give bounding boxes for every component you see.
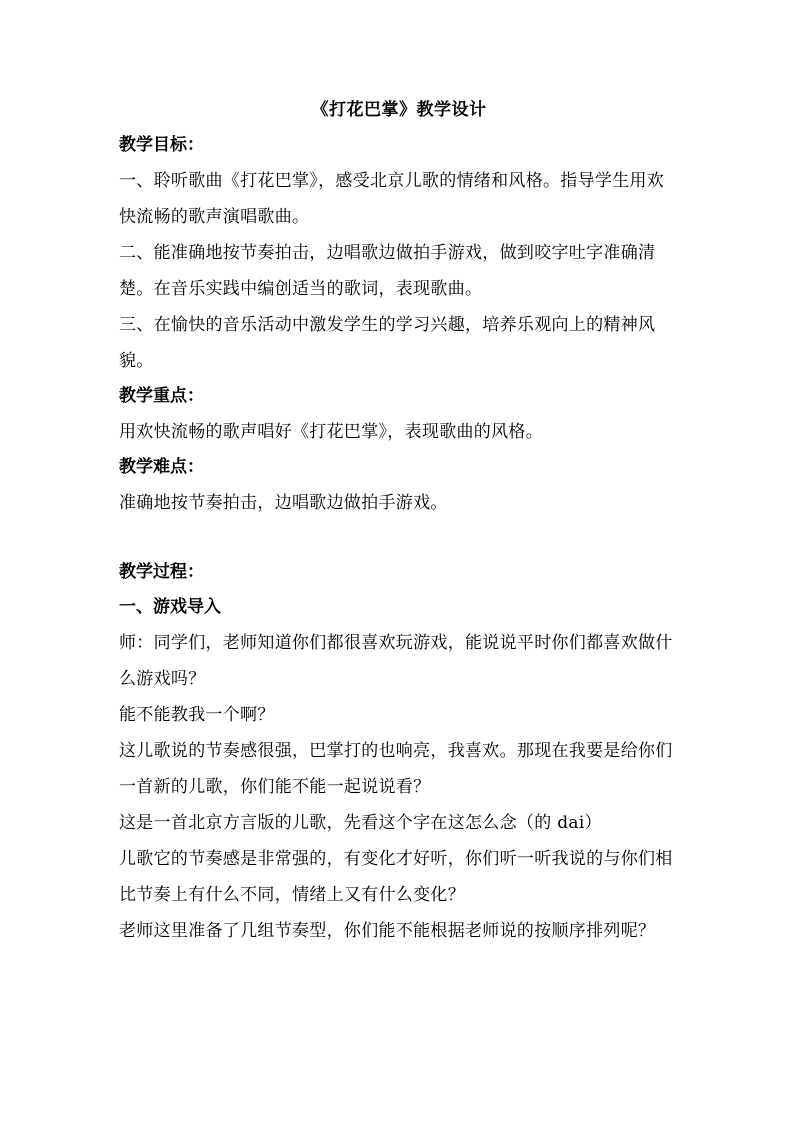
difficulties-heading: 教学难点： [119, 457, 204, 477]
document-body [119, 94, 679, 949]
process-paragraph: 师：同学们，老师知道你们都很喜欢玩游戏，能说说平时你们都喜欢做什么游戏吗？ [119, 633, 673, 689]
objective-item: 一、聆听歌曲《打花巴掌》，感受北京儿歌的情绪和风格。指导学生用欢快流畅的歌声演唱歌曲。 [119, 171, 665, 227]
key-points-text: 用欢快流畅的歌声唱好《打花巴掌》，表现歌曲的风格。 [119, 422, 543, 442]
process-heading: 教学过程： [119, 562, 204, 582]
objectives-heading: 教学目标： [119, 135, 204, 155]
process-paragraph: 这儿歌说的节奏感很强，巴掌打的也响亮，我喜欢。那现在我要是给你们一首新的儿歌，你们能不能一起说说看？ [119, 741, 673, 797]
difficulties-text: 准确地按节奏拍击，边唱歌边做拍手游戏。 [119, 493, 448, 513]
document-title: 《打花巴掌》教学设计 [311, 100, 487, 120]
objective-item: 二、能准确地按节奏拍击，边唱歌边做拍手游戏，做到咬字吐字准确清楚。在音乐实践中编创适当的歌词，表现歌曲。 [119, 243, 656, 299]
objective-item: 三、在愉快的音乐活动中激发学生的学习兴趣，培养乐观向上的精神风貌。 [119, 315, 656, 371]
section-heading: 一、游戏导入 [119, 597, 221, 617]
process-paragraph: 能不能教我一个啊？ [119, 705, 275, 725]
process-paragraph: 这是一首北京方言版的儿歌，先看这个字在这怎么念（的 dai） [119, 813, 602, 833]
key-points-heading: 教学重点： [119, 386, 204, 406]
blank-line [119, 521, 679, 555]
process-paragraph: 老师这里准备了几组节奏型，你们能不能根据老师说的按顺序排列呢？ [119, 921, 656, 941]
process-paragraph: 儿歌它的节奏感是非常强的，有变化才好听，你们听一听我说的与你们相比节奏上有什么不同，情绪上又有什么变化？ [119, 849, 673, 905]
